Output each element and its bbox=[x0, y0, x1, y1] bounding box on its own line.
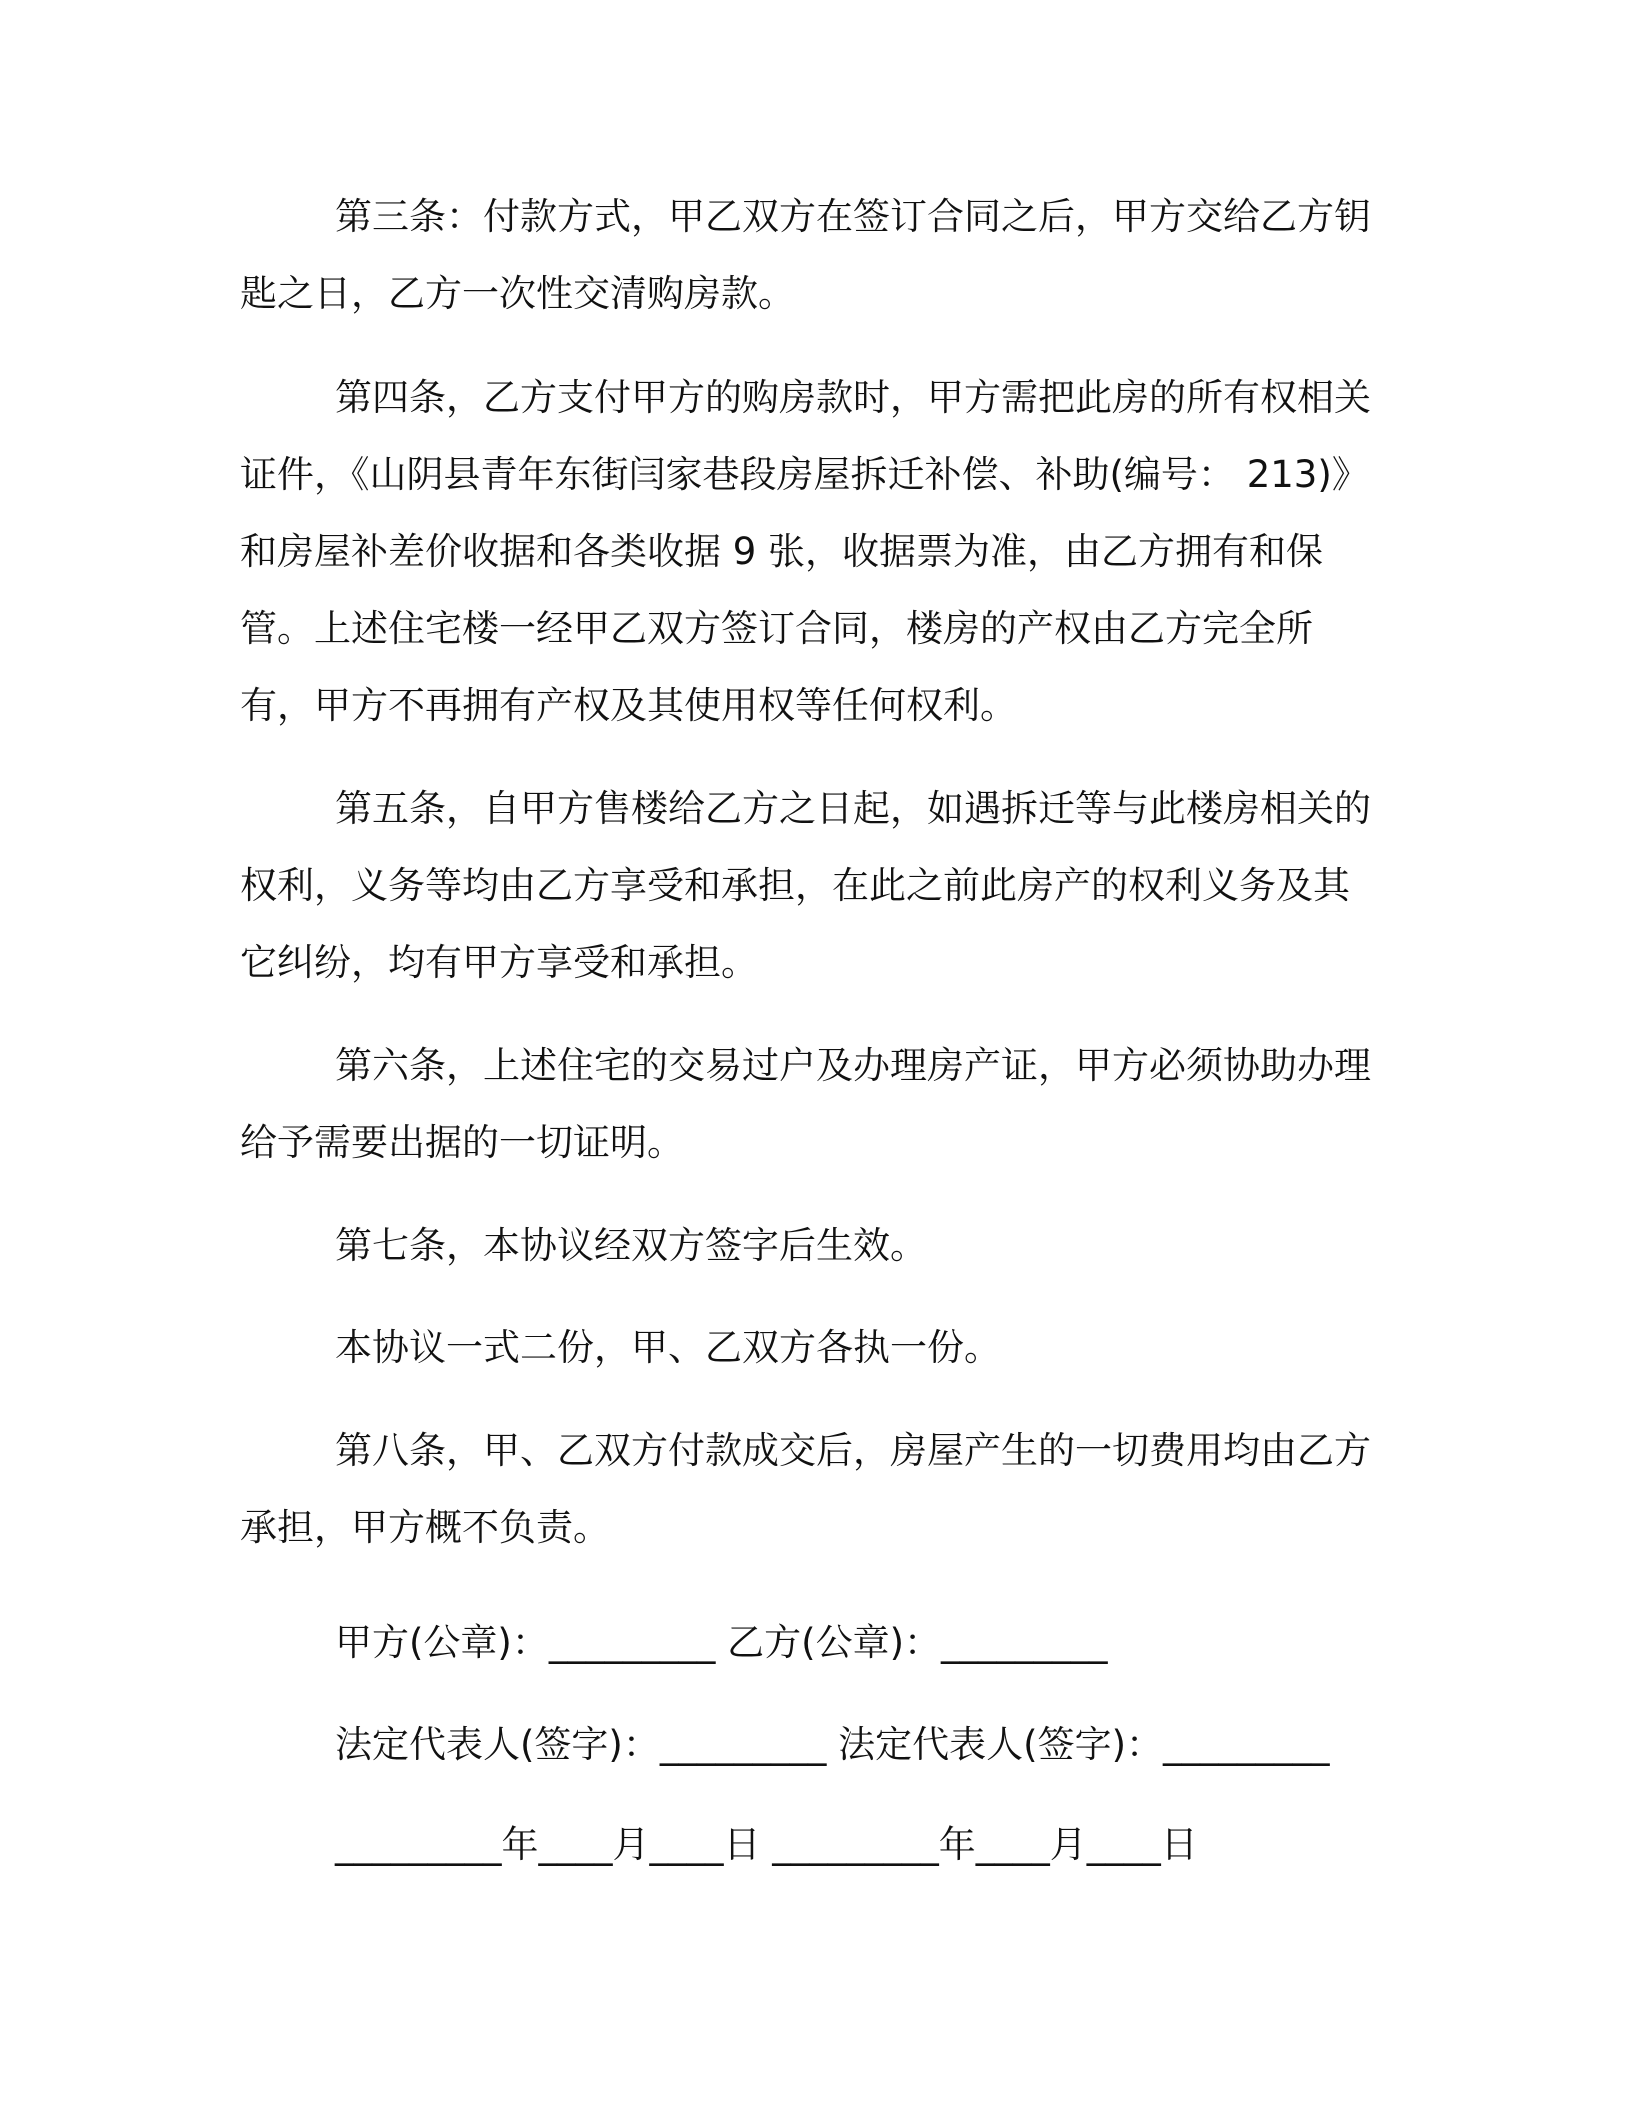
clause-3-paragraph: 第三条：付款方式，甲乙双方在签订合同之后，甲方交给乙方钥匙之日，乙方一次性交清购房款。 bbox=[240, 195, 1371, 315]
clause-6-paragraph: 第六条，上述住宅的交易过户及办理房产证，甲方必须协助办理给予需要出据的一切证明。 bbox=[240, 1044, 1371, 1164]
seal-signature-line: 甲方(公章)：_________ 乙方(公章)：_________ bbox=[335, 1621, 1108, 1664]
clause-8-paragraph: 第八条，甲、乙双方付款成交后，房屋产生的一切费用均由乙方承担，甲方概不负责。 bbox=[240, 1429, 1371, 1549]
copies-paragraph: 本协议一式二份，甲、乙双方各执一份。 bbox=[335, 1326, 1001, 1369]
representative-signature-line: 法定代表人(签字)：_________ 法定代表人(签字)：_________ bbox=[335, 1723, 1330, 1766]
clause-7-paragraph: 第七条，本协议经双方签字后生效。 bbox=[335, 1224, 927, 1267]
clause-4-paragraph: 第四条，乙方支付甲方的购房款时，甲方需把此房的所有权相关证件，《山阴县青年东街闫家巷段房屋拆迁补偿、补助(编号： 213)》和房屋补差价收据和各类收据 9 张，收据票为准，由乙方拥有和保管。上述住宅楼一经甲乙双方签订合同，楼房的产权由乙方完全所有，甲方不再拥有产权及其使用权等任何权利。 bbox=[240, 376, 1371, 727]
clause-5-paragraph: 第五条，自甲方售楼给乙方之日起，如遇拆迁等与此楼房相关的权利，义务等均由乙方享受和承担，在此之前此房产的权利义务及其它纠纷，均有甲方享受和承担。 bbox=[240, 787, 1371, 984]
date-signature-line: _________年____月____日 _________年____月____日 bbox=[335, 1823, 1198, 1866]
